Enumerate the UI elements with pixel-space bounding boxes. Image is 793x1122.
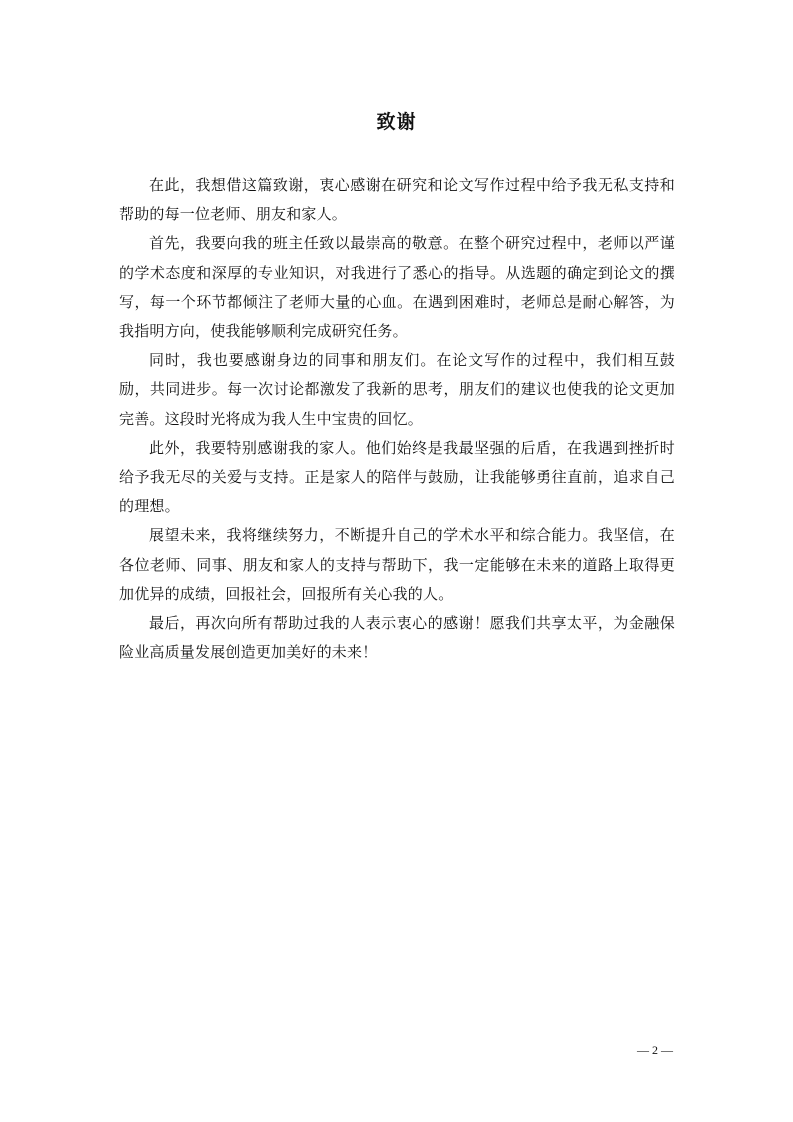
- paragraph-1: 在此，我想借这篇致谢，衷心感谢在研究和论文写作过程中给予我无私支持和帮助的每一位老师、朋友和家人。: [119, 176, 675, 224]
- paragraph-5: 展望未来，我将继续努力，不断提升自己的学术水平和综合能力。我坚信，在各位老师、同事、朋友和家人的支持与帮助下，我一定能够在未来的道路上取得更加优异的成绩，回报社会，回报所有关心我的人。: [119, 526, 675, 603]
- paragraph-6: 最后，再次向所有帮助过我的人表示衷心的感谢！愿我们共享太平，为金融保险业高质量发展创造更加美好的未来！: [119, 614, 675, 662]
- page-number: — 2 —: [637, 1043, 673, 1057]
- page-title: 致谢: [376, 111, 417, 133]
- paragraph-2: 首先，我要向我的班主任致以最崇高的敬意。在整个研究过程中，老师以严谨的学术态度和深厚的专业知识，对我进行了悉心的指导。从选题的确定到论文的撰写，每一个环节都倾注了老师大量的心血。在遇到困难时，老师总是耐心解答，为我指明方向，使我能够顺利完成研究任务。: [119, 234, 675, 341]
- paragraph-4: 此外，我要特别感谢我的家人。他们始终是我最坚强的后盾，在我遇到挫折时给予我无尽的关爱与支持。正是家人的陪伴与鼓励，让我能够勇往直前，追求自己的理想。: [119, 438, 675, 516]
- acknowledgement-body: [119, 171, 675, 667]
- paragraph-3: 同时，我也要感谢身边的同事和朋友们。在论文写作的过程中，我们相互鼓励，共同进步。每一次讨论都激发了我新的思考，朋友们的建议也使我的论文更加完善。这段时光将成为我人生中宝贵的回忆。: [119, 351, 675, 428]
